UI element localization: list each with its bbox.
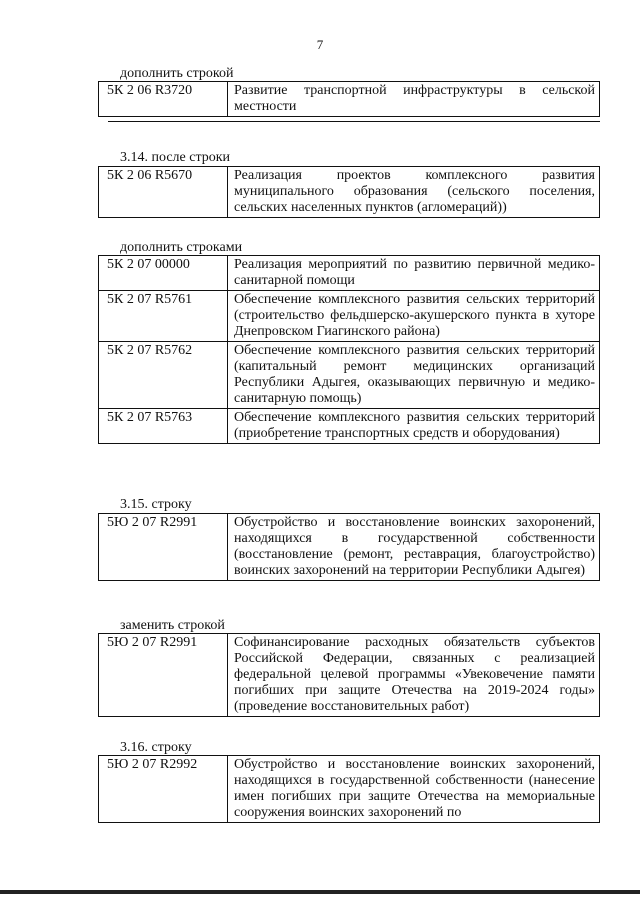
block-label: 3.14. после строки — [120, 150, 231, 165]
table-row — [99, 409, 600, 444]
budget-code: 5К 2 07 R5762 — [99, 342, 228, 409]
budget-code: 5К 2 07 00000 — [99, 256, 228, 291]
row-description: Развитие транспортной инфраструктуры в сельской местности — [228, 82, 600, 117]
row-description: Обеспечение комплексного развития сельских территорий (строительство фельдшерско-акушерского пункта в хуторе Днепровском Гиагинского района) — [228, 291, 600, 342]
row-description: Обеспечение комплексного развития сельских территорий (приобретение транспортных средств и оборудования) — [228, 409, 600, 444]
table-row — [99, 256, 600, 291]
budget-code: 5К 2 07 R5761 — [99, 291, 228, 342]
row-description: Обустройство и восстановление воинских захоронений, находящихся в государственной собственности (восстановление (ремонт, реставрация, благоустройство) воинских захоронений на территории Республики Адыгея) — [228, 514, 600, 581]
amendment-table — [98, 633, 600, 717]
budget-code: 5К 2 06 R3720 — [99, 82, 228, 117]
block-label: 3.15. строку — [120, 497, 192, 512]
budget-code: 5К 2 07 R5763 — [99, 409, 228, 444]
budget-code: 5Ю 2 07 R2991 — [99, 514, 228, 581]
amendment-table — [98, 81, 600, 117]
table-row — [99, 167, 600, 218]
table-row — [99, 634, 600, 717]
row-description: Обустройство и восстановление воинских захоронений, находящихся в государственной собственности (нанесение имен погибших при защите Отечества на мемориальные сооружения воинских захоронений по — [228, 756, 600, 823]
amendment-table — [98, 755, 600, 823]
divider — [108, 121, 600, 122]
table-row — [99, 291, 600, 342]
budget-code: 5К 2 06 R5670 — [99, 167, 228, 218]
row-description: Реализация мероприятий по развитию первичной медико-санитарной помощи — [228, 256, 600, 291]
row-description: Софинансирование расходных обязательств субъектов Российской Федерации, связанных с реализацией федеральной целевой программы «Увековечение памяти погибших при защите Отечества на 2019-2024 годы» (проведение восстановительных работ) — [228, 634, 600, 717]
budget-code: 5Ю 2 07 R2991 — [99, 634, 228, 717]
table-row — [99, 342, 600, 409]
block-label: дополнить строкой — [120, 66, 234, 81]
block-label: 3.16. строку — [120, 740, 192, 755]
table-row — [99, 756, 600, 823]
page-number: 7 — [316, 37, 324, 52]
scan-edge-bar — [0, 890, 640, 894]
amendment-table — [98, 513, 600, 581]
row-description: Реализация проектов комплексного развития муниципального образования (сельского поселения, сельских населенных пунктов (агломераций)) — [228, 167, 600, 218]
block-label: дополнить строками — [120, 240, 243, 255]
table-row — [99, 82, 600, 117]
amendment-table — [98, 166, 600, 218]
table-row — [99, 514, 600, 581]
amendment-table — [98, 255, 600, 444]
budget-code: 5Ю 2 07 R2992 — [99, 756, 228, 823]
block-label: заменить строкой — [120, 618, 225, 633]
row-description: Обеспечение комплексного развития сельских территорий (капитальный ремонт медицинских организаций Республики Адыгея, оказывающих первичную и медико-санитарную помощь) — [228, 342, 600, 409]
